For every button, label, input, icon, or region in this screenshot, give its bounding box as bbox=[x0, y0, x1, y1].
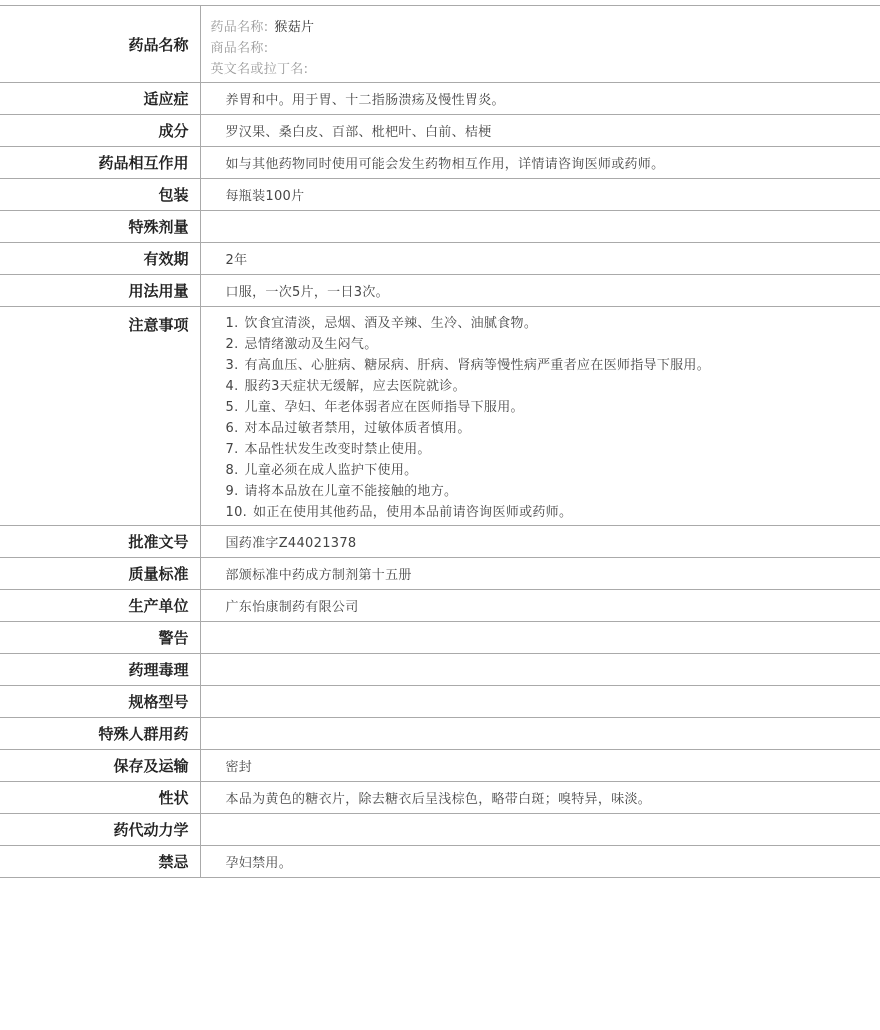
precaution-text: 儿童、孕妇、年老体弱者应在医师指导下服用。 bbox=[244, 400, 524, 415]
precaution-item bbox=[226, 460, 880, 481]
label-usage: 用法用量 bbox=[0, 275, 200, 307]
value-approval-number: 国药准字Z44021378 bbox=[200, 526, 880, 558]
generic-name-key: 药品名称: bbox=[210, 20, 269, 35]
precaution-text: 请将本品放在儿童不能接触的地方。 bbox=[244, 484, 458, 499]
value-drug-name bbox=[200, 6, 880, 83]
value-expiry: 2年 bbox=[200, 243, 880, 275]
label-indications: 适应症 bbox=[0, 83, 200, 115]
precaution-number: 6. bbox=[225, 421, 239, 436]
precaution-number: 9. bbox=[225, 484, 239, 499]
precaution-item bbox=[226, 481, 880, 502]
row-interactions bbox=[0, 147, 880, 179]
precaution-text: 服药3天症状无缓解，应去医院就诊。 bbox=[244, 379, 466, 394]
drug-spec-table bbox=[0, 5, 880, 878]
generic-name-line bbox=[211, 17, 880, 38]
precaution-item bbox=[226, 313, 880, 334]
row-usage bbox=[0, 275, 880, 307]
value-packaging: 每瓶装100片 bbox=[200, 179, 880, 211]
label-approval-number: 批准文号 bbox=[0, 526, 200, 558]
label-warning: 警告 bbox=[0, 622, 200, 654]
label-expiry: 有效期 bbox=[0, 243, 200, 275]
label-special-population: 特殊人群用药 bbox=[0, 718, 200, 750]
english-name-key: 英文名或拉丁名: bbox=[210, 62, 309, 77]
trade-name-line bbox=[211, 38, 880, 59]
row-expiry bbox=[0, 243, 880, 275]
value-pharmacology bbox=[200, 654, 880, 686]
label-contraindications: 禁忌 bbox=[0, 846, 200, 878]
value-interactions: 如与其他药物同时使用可能会发生药物相互作用，详情请咨询医师或药师。 bbox=[200, 147, 880, 179]
precaution-item bbox=[226, 355, 880, 376]
label-storage: 保存及运输 bbox=[0, 750, 200, 782]
precaution-text: 忌情绪激动及生闷气。 bbox=[244, 337, 378, 352]
label-pharmacokinetics: 药代动力学 bbox=[0, 814, 200, 846]
row-pharmacokinetics bbox=[0, 814, 880, 846]
precaution-number: 1. bbox=[225, 316, 239, 331]
label-precautions: 注意事项 bbox=[0, 307, 200, 526]
label-packaging: 包装 bbox=[0, 179, 200, 211]
value-contraindications: 孕妇禁用。 bbox=[200, 846, 880, 878]
precaution-text: 如正在使用其他药品，使用本品前请咨询医师或药师。 bbox=[253, 505, 573, 520]
precaution-item bbox=[226, 439, 880, 460]
label-ingredients: 成分 bbox=[0, 115, 200, 147]
value-precautions bbox=[200, 307, 880, 526]
label-quality-standard: 质量标准 bbox=[0, 558, 200, 590]
precaution-number: 10. bbox=[225, 505, 248, 520]
value-special-dosage bbox=[200, 211, 880, 243]
row-special-population bbox=[0, 718, 880, 750]
value-special-population bbox=[200, 718, 880, 750]
precaution-item bbox=[226, 397, 880, 418]
value-description: 本品为黄色的糖衣片，除去糖衣后呈浅棕色，略带白斑；嗅特异，味淡。 bbox=[200, 782, 880, 814]
precaution-text: 对本品过敏者禁用，过敏体质者慎用。 bbox=[244, 421, 471, 436]
value-quality-standard: 部颁标准中药成方制剂第十五册 bbox=[200, 558, 880, 590]
value-pharmacokinetics bbox=[200, 814, 880, 846]
label-description: 性状 bbox=[0, 782, 200, 814]
row-precautions bbox=[0, 307, 880, 526]
precaution-text: 饮食宜清淡，忌烟、酒及辛辣、生冷、油腻食物。 bbox=[244, 316, 538, 331]
row-specification bbox=[0, 686, 880, 718]
precaution-number: 3. bbox=[225, 358, 239, 373]
precaution-number: 4. bbox=[225, 379, 239, 394]
precautions-list bbox=[226, 313, 880, 523]
value-specification bbox=[200, 686, 880, 718]
precaution-text: 本品性状发生改变时禁止使用。 bbox=[244, 442, 431, 457]
value-storage: 密封 bbox=[200, 750, 880, 782]
row-description bbox=[0, 782, 880, 814]
precaution-text: 儿童必须在成人监护下使用。 bbox=[244, 463, 418, 478]
trade-name-key: 商品名称: bbox=[210, 41, 269, 56]
row-ingredients bbox=[0, 115, 880, 147]
value-warning bbox=[200, 622, 880, 654]
row-pharmacology bbox=[0, 654, 880, 686]
row-drug-name bbox=[0, 6, 880, 83]
row-approval-number bbox=[0, 526, 880, 558]
english-name-line bbox=[211, 59, 880, 80]
row-storage bbox=[0, 750, 880, 782]
label-special-dosage: 特殊剂量 bbox=[0, 211, 200, 243]
precaution-number: 7. bbox=[225, 442, 239, 457]
row-packaging bbox=[0, 179, 880, 211]
label-drug-name: 药品名称 bbox=[0, 6, 200, 83]
generic-name-value: 猴菇片 bbox=[274, 20, 315, 35]
value-ingredients: 罗汉果、桑白皮、百部、枇杷叶、白前、桔梗 bbox=[200, 115, 880, 147]
label-manufacturer: 生产单位 bbox=[0, 590, 200, 622]
row-manufacturer bbox=[0, 590, 880, 622]
row-quality-standard bbox=[0, 558, 880, 590]
value-manufacturer: 广东怡康制药有限公司 bbox=[200, 590, 880, 622]
row-special-dosage bbox=[0, 211, 880, 243]
row-contraindications bbox=[0, 846, 880, 878]
value-usage: 口服，一次5片，一日3次。 bbox=[200, 275, 880, 307]
precaution-item bbox=[226, 334, 880, 355]
label-specification: 规格型号 bbox=[0, 686, 200, 718]
row-warning bbox=[0, 622, 880, 654]
precaution-text: 有高血压、心脏病、糖尿病、肝病、肾病等慢性病严重者应在医师指导下服用。 bbox=[244, 358, 711, 373]
precaution-item bbox=[226, 502, 880, 523]
precaution-number: 8. bbox=[225, 463, 239, 478]
value-indications: 养胃和中。用于胃、十二指肠溃疡及慢性胃炎。 bbox=[200, 83, 880, 115]
label-interactions: 药品相互作用 bbox=[0, 147, 200, 179]
precaution-number: 2. bbox=[225, 337, 239, 352]
label-pharmacology: 药理毒理 bbox=[0, 654, 200, 686]
row-indications bbox=[0, 83, 880, 115]
precaution-number: 5. bbox=[225, 400, 239, 415]
precaution-item bbox=[226, 418, 880, 439]
precaution-item bbox=[226, 376, 880, 397]
